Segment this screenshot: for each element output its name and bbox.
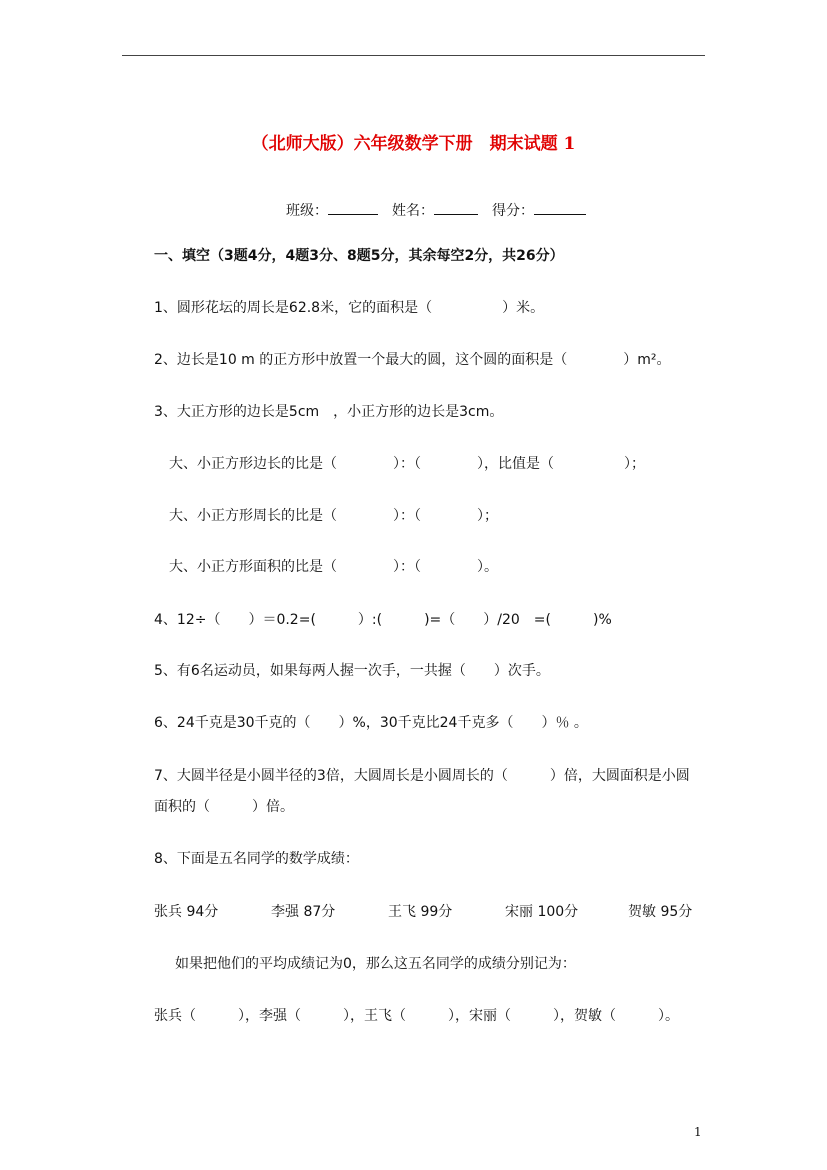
name-blank[interactable] bbox=[434, 200, 478, 215]
page-number: 1 bbox=[694, 1125, 702, 1139]
score-item: 张兵 94分 bbox=[154, 904, 219, 920]
question-8-prompt: 如果把他们的平均成绩记为0，那么这五名同学的成绩分别记为： bbox=[175, 956, 576, 972]
class-label: 班级： bbox=[286, 203, 328, 219]
question-7-line-2: 面积的（ ）倍。 bbox=[154, 799, 294, 815]
score-label: 得分： bbox=[492, 203, 534, 219]
question-8: 8、下面是五名同学的数学成绩： bbox=[154, 851, 359, 867]
score-blank[interactable] bbox=[534, 200, 586, 215]
question-7-line-1: 7、大圆半径是小圆半径的3倍，大圆周长是小圆周长的（ ）倍，大圆面积是小圆 bbox=[154, 768, 690, 784]
score-item: 王飞 99分 bbox=[388, 904, 453, 920]
question-5: 5、有6名运动员，如果每两人握一次手，一共握（ ）次手。 bbox=[154, 663, 550, 679]
question-1: 1、圆形花坛的周长是62.8米，它的面积是（ ）米。 bbox=[154, 300, 545, 316]
question-2: 2、边长是10 m 的正方形中放置一个最大的圆，这个圆的面积是（ ）m²。 bbox=[154, 352, 671, 368]
page-title: （北师大版）六年级数学下册 期末试题 1 bbox=[251, 134, 576, 154]
name-label: 姓名： bbox=[392, 203, 434, 219]
question-3-part-b: 大、小正方形周长的比是（ ）：（ ）； bbox=[169, 508, 498, 524]
question-8-answer: 张兵（ ），李强（ ），王飞（ ），宋丽（ ），贺敏（ ）。 bbox=[154, 1008, 679, 1024]
student-info-row bbox=[286, 200, 586, 221]
question-6: 6、24千克是30千克的（ ）%，30千克比24千克多（ ）％ 。 bbox=[154, 715, 588, 731]
score-item: 贺敏 95分 bbox=[628, 904, 693, 920]
score-item: 宋丽 100分 bbox=[505, 904, 579, 920]
header-rule bbox=[122, 55, 705, 56]
score-item: 李强 87分 bbox=[271, 904, 336, 920]
question-3-part-a: 大、小正方形边长的比是（ ）：（ ），比值是（ ）； bbox=[169, 456, 645, 472]
question-3: 3、大正方形的边长是5cm ，小正方形的边长是3cm。 bbox=[154, 404, 504, 420]
section-heading: 一、填空（3题4分，4题3分、8题5分，其余每空2分，共26分） bbox=[154, 248, 564, 264]
question-3-part-c: 大、小正方形面积的比是（ ）：（ ）。 bbox=[169, 559, 498, 575]
question-4: 4、12÷（ ）＝0.2=( ）:( )=（ ）/20 =( )% bbox=[154, 612, 612, 628]
class-blank[interactable] bbox=[328, 200, 378, 215]
